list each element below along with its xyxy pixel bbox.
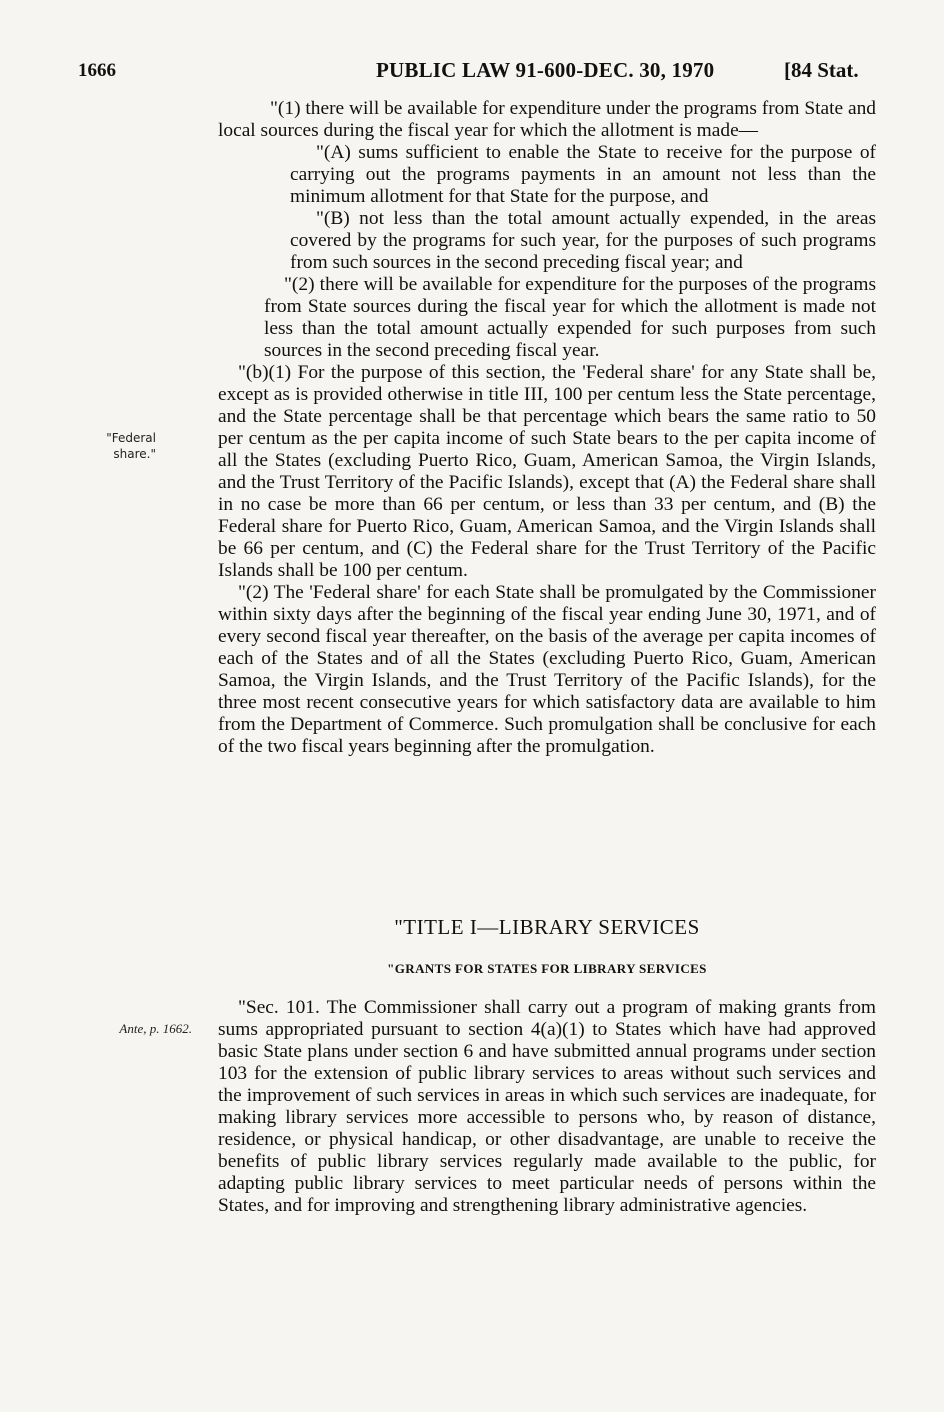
statute-reference: [84 Stat. [784, 58, 859, 82]
margin-note-ante: Ante, p. 1662. [119, 1021, 192, 1036]
paragraph-a2: "(2) there will be available for expenditure for the purposes of the programs from State sources during the fiscal year for which the allotment is made not less than the total amount actually expended for such purposes from such sources in the second preceding fiscal year. [264, 274, 876, 361]
body-lower [218, 997, 876, 1217]
paragraph-b2: "(2) The 'Federal share' for each State shall be promulgated by the Commissioner within sixty days after the beginning of the fiscal year ending June 30, 1971, and of every second fiscal year thereafter, on the basis of the average per capita incomes of each of the States and of all the States (excluding Puerto Rico, Guam, American Samoa, the Virgin Islands, and the Trust Territory of the Pacific Islands), for the three most recent consecutive years for which satisfactory data are available to him from the Department of Commerce. Such promulgation shall be conclusive for each of the two fiscal years beginning after the promulgation. [218, 582, 876, 757]
paragraph-b1: "(b)(1) For the purpose of this section, the 'Federal share' for any State shall be, except as is provided otherwise in title III, 100 per centum less the State percentage, and the State percentage shall be that percentage which bears the same ratio to 50 per centum as the per capita income of such State bears to the per capita income of all the States (excluding Puerto Rico, Guam, American Samoa, the Virgin Islands, and the Trust Territory of the Pacific Islands), except that (A) the Federal share shall in no case be more than 66 per centum, or less than 33 per centum, and (B) the Federal share for Puerto Rico, Guam, American Samoa, and the Virgin Islands shall be 66 per centum, and (C) the Federal share for the Trust Territory of the Pacific Islands shall be 100 per centum. [218, 362, 876, 581]
title-heading: "TITLE I—LIBRARY SERVICES [394, 915, 700, 939]
section-subheading: "GRANTS FOR STATES FOR LIBRARY SERVICES [387, 961, 707, 976]
margin-note-federal-share: "Federal share." [106, 431, 156, 461]
body-upper [218, 98, 876, 758]
running-header-title: PUBLIC LAW 91-600-DEC. 30, 1970 [376, 58, 715, 82]
section-101: "Sec. 101. The Commissioner shall carry out a program of making grants from sums appropriated pursuant to section 4(a)(1) to States which have had approved basic State plans under section 6 and have submitted annual programs under section 103 for the extension of public library services to areas without such services and the improvement of such services in areas in which such services are inadequate, for making library services more accessible to persons who, by reason of distance, residence, or physical handicap, or other disadvantage, are unable to receive the benefits of public library services regularly made available to the public, for adapting public library services to meet particular needs of persons within the States, and for improving and strengthening library administrative agencies. [218, 997, 876, 1216]
page-number: 1666 [78, 60, 116, 81]
paragraph-B: "(B) not less than the total amount actually expended, in the areas covered by the programs for such year, for the purposes of such programs from such sources in the second preceding fiscal year; and [290, 208, 876, 273]
paragraph-A: "(A) sums sufficient to enable the State to receive for the purpose of carrying out the programs payments in an amount not less than the minimum allotment for that State for the purpose, and [290, 142, 876, 207]
paragraph-a1: "(1) there will be available for expenditure under the programs from State and local sources during the fiscal year for which the allotment is made— [218, 98, 876, 141]
